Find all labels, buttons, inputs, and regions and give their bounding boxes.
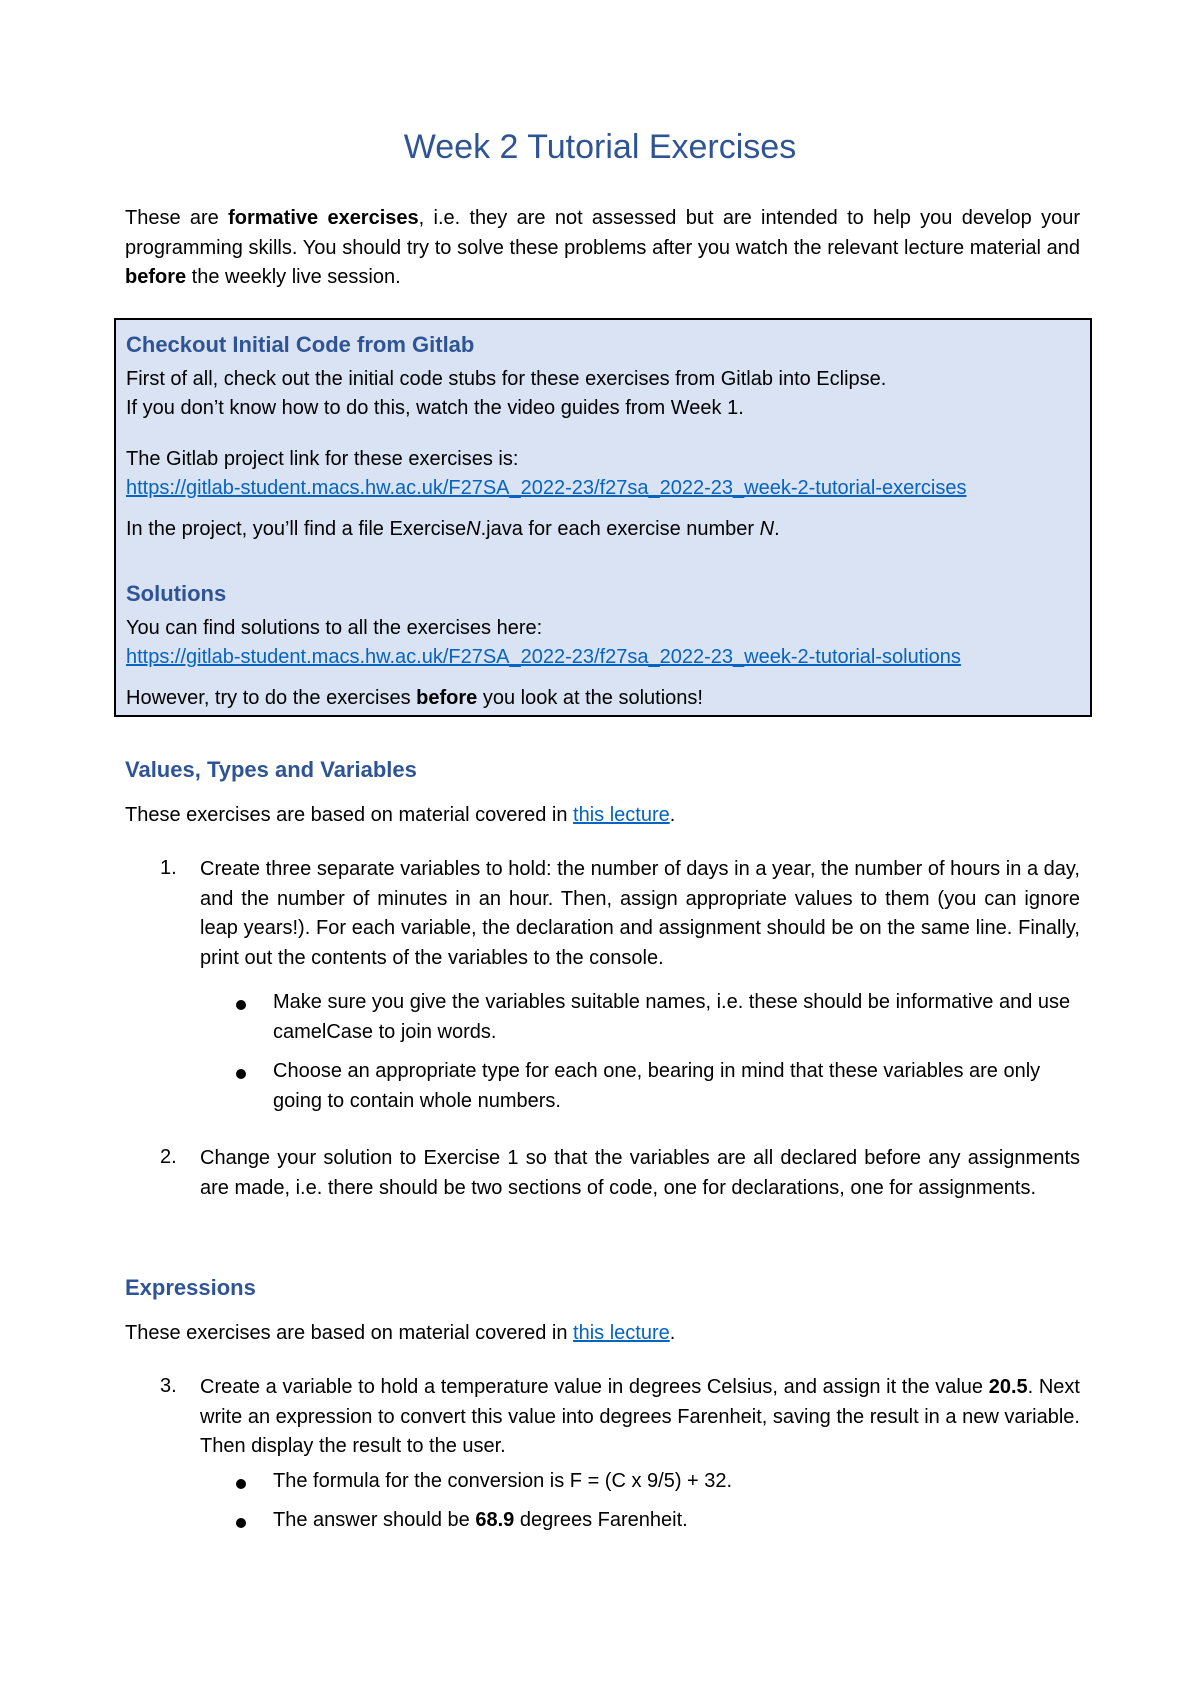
bullet-text: Make sure you give the variables suitable names, i.e. these should be informative and use camelCase to join words.	[273, 991, 1071, 1043]
bullet-text: Choose an appropriate type for each one, bearing in mind that these variables are only going to contain whole numbers.	[273, 1060, 1041, 1112]
section-intro: These exercises are based on material covered in this lecture.	[125, 804, 676, 826]
intro-paragraph: These are formative exercises, i.e. they are not assessed but are intended to help you develop your programming skills. You should try to solve these problems after you watch the relevant lecture material and before the weekly live session.	[125, 207, 1080, 288]
exercise-number: 3.	[160, 1375, 177, 1397]
box-heading-gitlab: Checkout Initial Code from Gitlab	[126, 332, 475, 357]
box-line: However, try to do the exercises before you look at the solutions!	[126, 687, 703, 709]
section-heading-values: Values, Types and Variables	[125, 757, 417, 782]
box-line: In the project, you’ll find a file ExerciseN.java for each exercise number N.	[126, 518, 780, 540]
lecture-link[interactable]: this lecture	[573, 804, 670, 826]
exercises-gitlab-link[interactable]: https://gitlab-student.macs.hw.ac.uk/F27SA_2022-23/f27sa_2022-23_week-2-tutorial-exercises	[126, 477, 967, 499]
exercise-text: Change your solution to Exercise 1 so that the variables are all declared before any assignments are made, i.e. there should be two sections of code, one for declarations, one for assignments.	[200, 1147, 1080, 1199]
bullet-icon	[236, 1479, 246, 1489]
exercise-text: Create a variable to hold a temperature value in degrees Celsius, and assign it the value 20.5. Next write an expression to convert this value into degrees Farenheit, saving the result in a new variable. Then display the result to the user.	[200, 1376, 1080, 1457]
bullet-text: The answer should be 68.9 degrees Farenheit.	[273, 1509, 688, 1531]
box-line: First of all, check out the initial code stubs for these exercises from Gitlab into Eclipse.	[126, 368, 887, 390]
solutions-gitlab-link[interactable]: https://gitlab-student.macs.hw.ac.uk/F27SA_2022-23/f27sa_2022-23_week-2-tutorial-solutions	[126, 646, 961, 668]
box-line: The Gitlab project link for these exercises is:	[126, 448, 519, 470]
info-box	[114, 318, 1092, 717]
exercise-number: 1.	[160, 857, 177, 879]
exercise-number: 2.	[160, 1146, 177, 1168]
box-heading-solutions: Solutions	[126, 581, 227, 606]
lecture-link[interactable]: this lecture	[573, 1322, 670, 1344]
box-line: If you don’t know how to do this, watch the video guides from Week 1.	[126, 397, 744, 419]
bullet-icon	[236, 1518, 246, 1528]
section-intro: These exercises are based on material covered in this lecture.	[125, 1322, 676, 1344]
bullet-icon	[236, 1069, 246, 1079]
bullet-text: The formula for the conversion is F = (C x 9/5) + 32.	[273, 1470, 733, 1492]
section-heading-expressions: Expressions	[125, 1275, 256, 1300]
bullet-icon	[236, 1000, 246, 1010]
page-title: Week 2 Tutorial Exercises	[403, 128, 797, 166]
box-line: You can find solutions to all the exercises here:	[126, 617, 543, 639]
exercise-text: Create three separate variables to hold: the number of days in a year, the number of hours in a day, and the number of minutes in an hour. Then, assign appropriate values to them (you can ignore leap years!). For each variable, the declaration and assignment should be on the same line. Finally, print out the contents of the variables to the console.	[200, 858, 1080, 969]
